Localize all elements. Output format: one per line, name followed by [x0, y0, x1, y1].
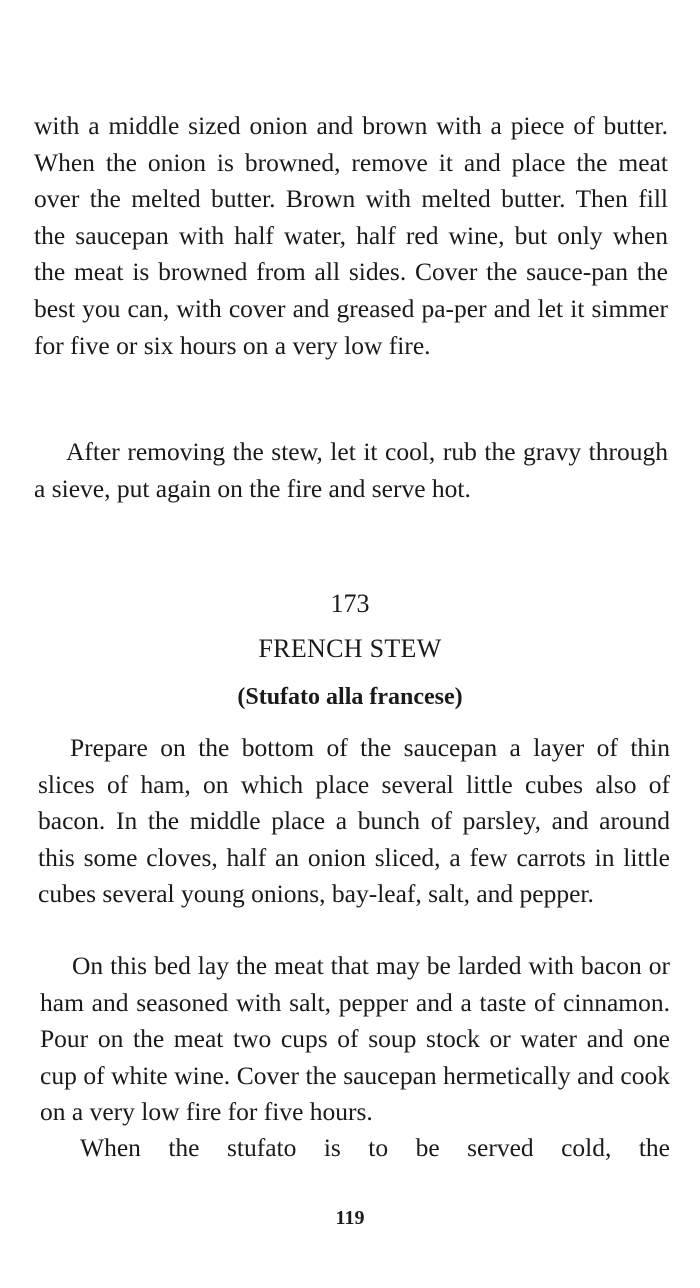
page-number: 119: [335, 1207, 365, 1229]
recipe-title: FRENCH STEW: [258, 634, 442, 663]
recipe-paragraph: On this bed lay the meat that may be larded with bacon or ham and seasoned with salt, pepper and a taste of cinnamon. Pour on the meat two cups of soup stock or water and one cup of white wine. Cover the saucepan hermetically and cook on a very low fire for five hours.: [40, 951, 670, 1127]
recipe-paragraph: Prepare on the bottom of the saucepan a layer of thin slices of ham, on which place several little cubes also of bacon. In the middle place a bunch of parsley, and around this some cloves, half an onion sliced, a few carrots in little cubes several young onions, bay-leaf, salt, and pepper.: [38, 733, 670, 909]
serving-paragraph: After removing the stew, let it cool, rub the gravy through a sieve, put again on the fire and serve hot.: [34, 437, 668, 503]
recipe-paragraph: When the stufato is to be served cold, the: [80, 1133, 670, 1162]
recipe-subtitle: (Stufato alla francese): [237, 684, 463, 710]
continued-paragraph: with a middle sized onion and brown with a piece of butter. When the onion is browned, remove it and place the meat over the melted butter. Brown with melted butter. Then fill the saucepan with half water, half red wine, but only when the meat is browned from all sides. Cover the sauce-pan the best you can, with cover and greased pa-per and let it simmer for five or six hours on a very low fire.: [34, 111, 668, 360]
recipe-number: 173: [330, 589, 370, 618]
